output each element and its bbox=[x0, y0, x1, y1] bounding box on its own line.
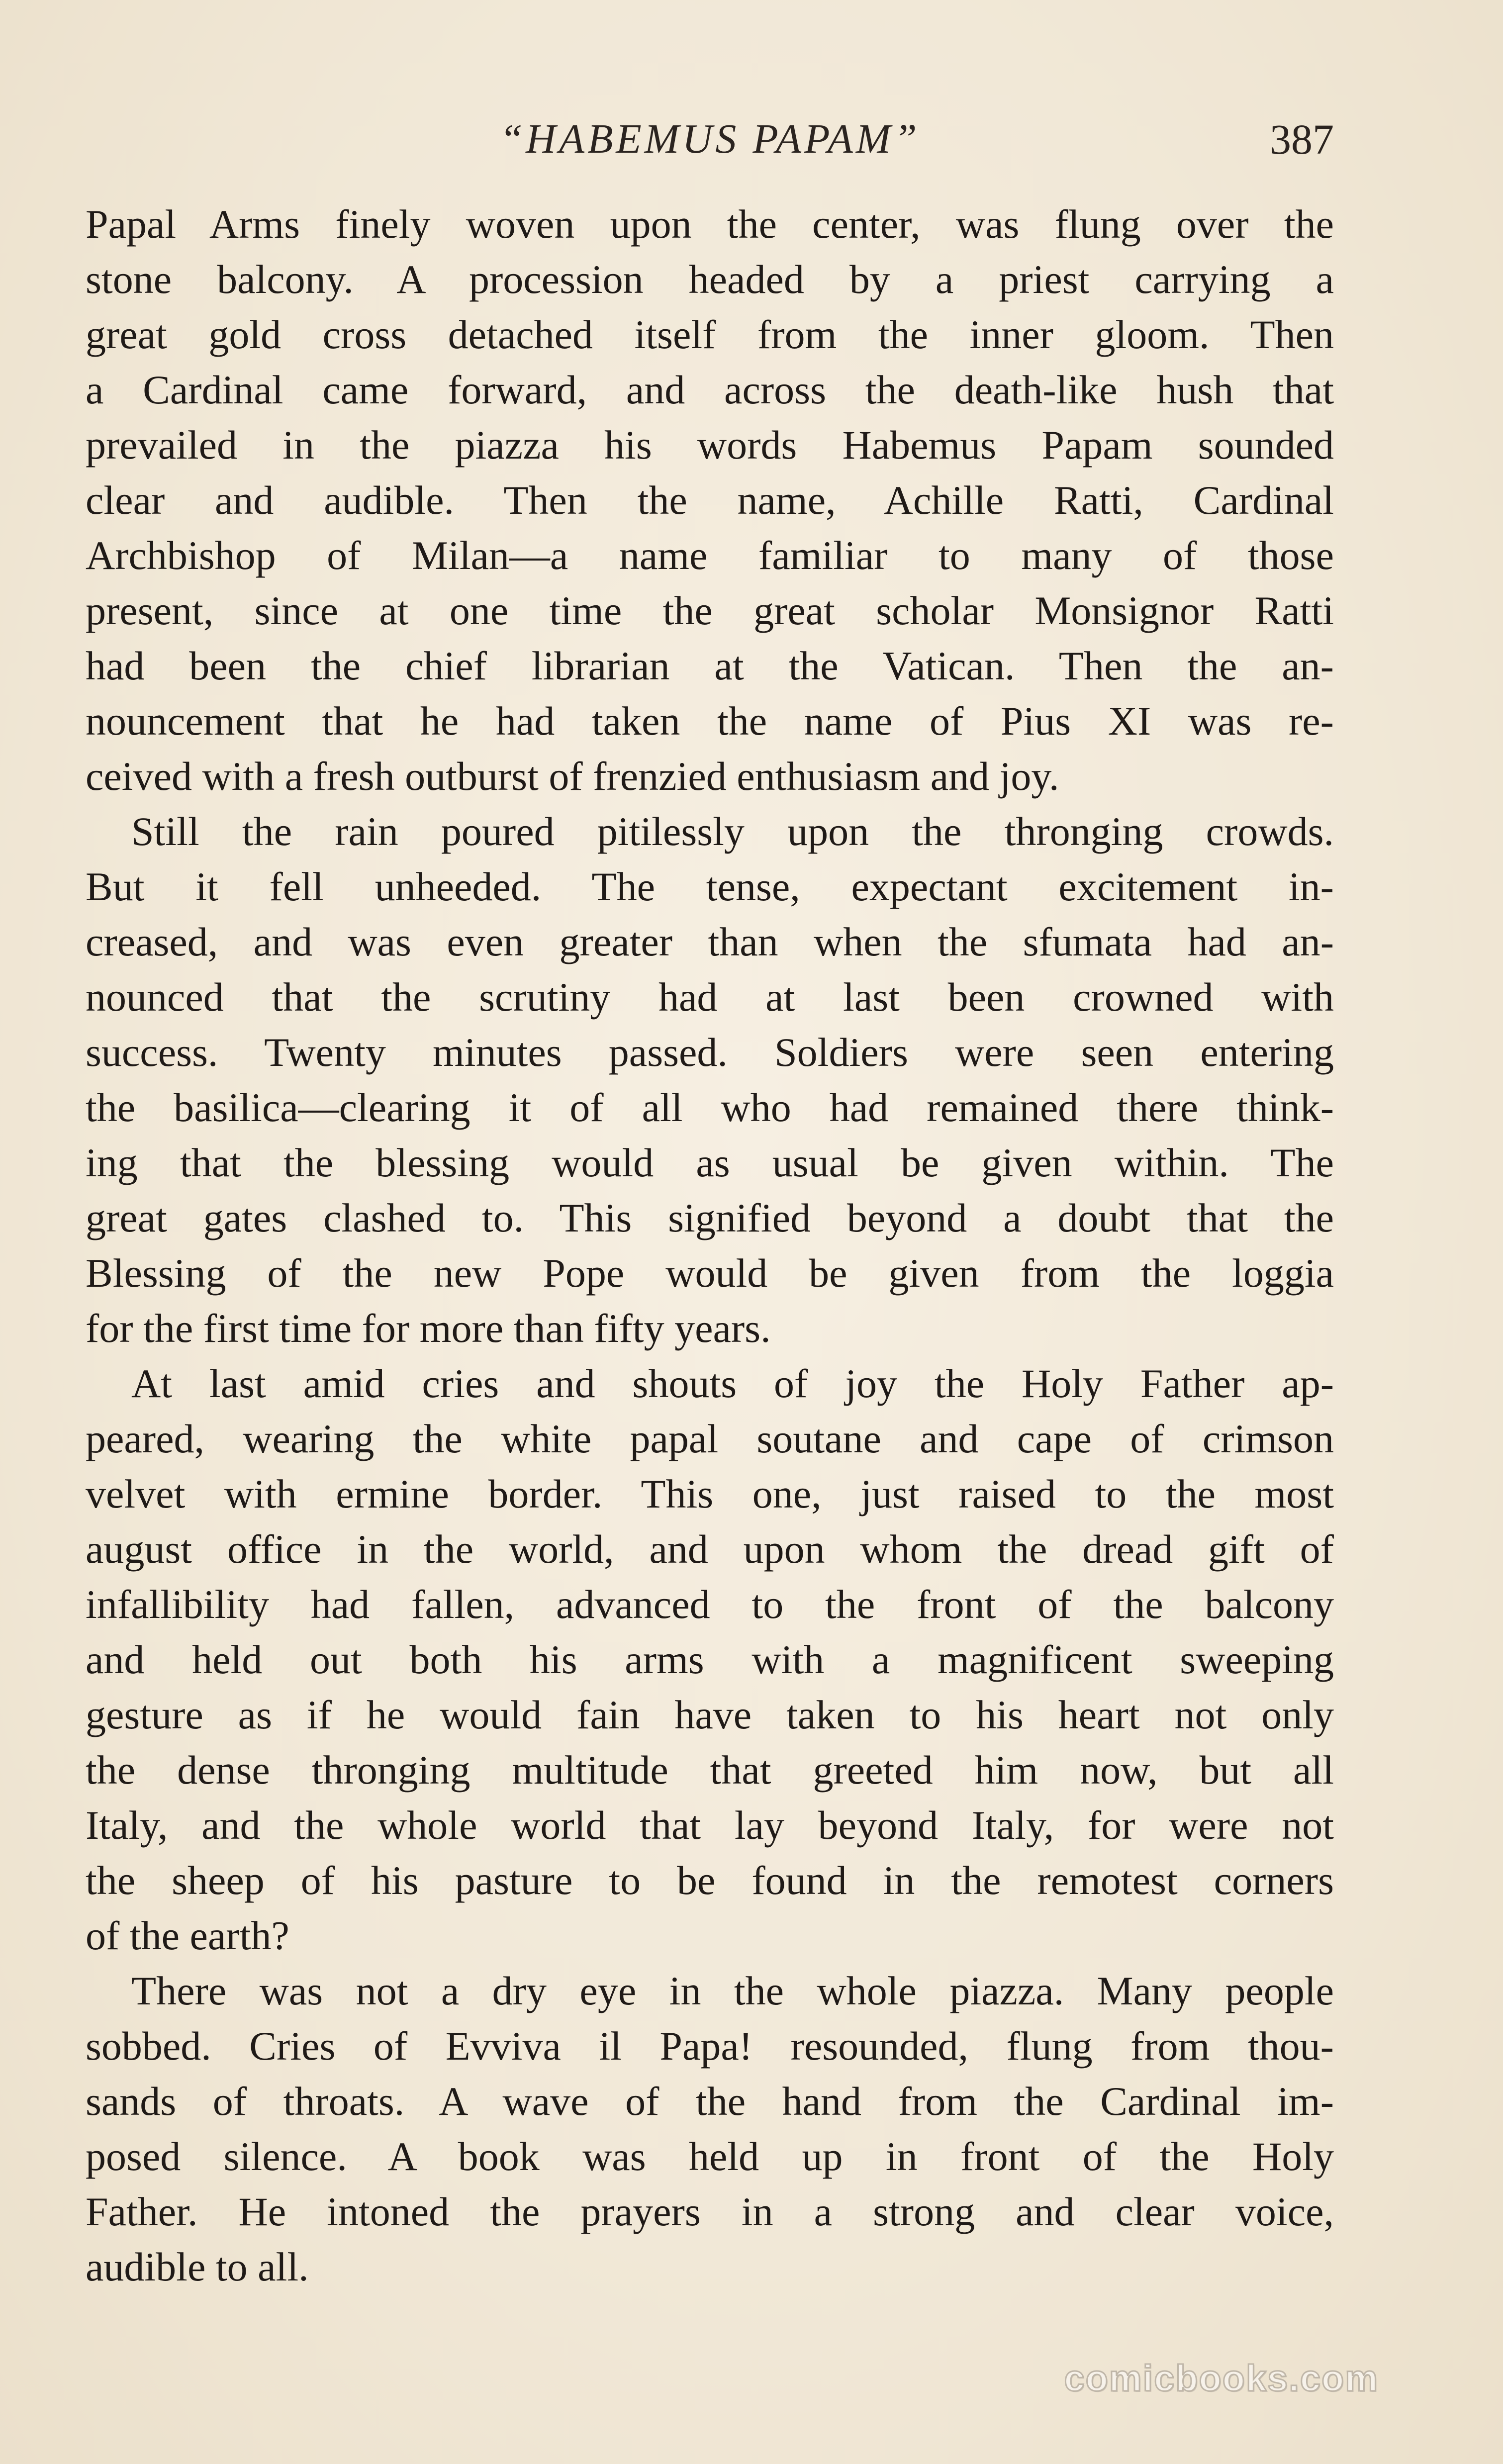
text-line: ing that the blessing would as usual be given within. The bbox=[86, 1140, 1334, 1185]
page-number: 387 bbox=[1270, 115, 1334, 163]
paragraph-3 bbox=[86, 1356, 1334, 1963]
text-line: present, since at one time the great scholar Monsignor Ratti bbox=[86, 588, 1334, 633]
text-line: ceived with a fresh outburst of frenzied enthusiasm and joy. bbox=[86, 754, 1059, 799]
text-line: Papal Arms finely woven upon the center, was flung over the bbox=[86, 201, 1334, 247]
paragraph-1 bbox=[86, 196, 1334, 804]
text-line: for the first time for more than fifty years. bbox=[86, 1306, 771, 1351]
text-line: stone balcony. A procession headed by a priest carrying a bbox=[86, 257, 1334, 302]
text-line: a Cardinal came forward, and across the death-like hush that bbox=[86, 367, 1334, 412]
text-line: audible to all. bbox=[86, 2244, 309, 2289]
text-line: infallibility had fallen, advanced to the front of the balcony bbox=[86, 1582, 1334, 1627]
text-line: Blessing of the new Pope would be given from the loggia bbox=[86, 1250, 1334, 1296]
text-line: the sheep of his pasture to be found in the remotest corners bbox=[86, 1858, 1334, 1903]
text-line: had been the chief librarian at the Vatican. Then the an- bbox=[86, 643, 1334, 688]
text-line: the basilica—clearing it of all who had remained there think- bbox=[86, 1085, 1334, 1130]
text-line: creased, and was even greater than when the sfumata had an- bbox=[86, 919, 1334, 964]
text-line: and held out both his arms with a magnificent sweeping bbox=[86, 1637, 1334, 1682]
text-line: clear and audible. Then the name, Achille Ratti, Cardinal bbox=[86, 477, 1334, 523]
text-line: nouncement that he had taken the name of Pius XI was re- bbox=[86, 698, 1334, 744]
text-line: sands of throats. A wave of the hand from the Cardinal im- bbox=[86, 2079, 1334, 2124]
running-head: “HABEMUS PAPAM” bbox=[499, 116, 920, 162]
text-line: There was not a dry eye in the whole piazza. Many people bbox=[131, 1968, 1334, 2013]
paragraph-4 bbox=[86, 1963, 1334, 2294]
text-line: But it fell unheeded. The tense, expectant excitement in- bbox=[86, 864, 1334, 909]
text-line: prevailed in the piazza his words Habemus Papam sounded bbox=[86, 422, 1334, 468]
text-line: success. Twenty minutes passed. Soldiers were seen entering bbox=[86, 1030, 1334, 1075]
text-line: great gold cross detached itself from the inner gloom. Then bbox=[86, 312, 1334, 357]
text-line: Archbishop of Milan—a name familiar to many of those bbox=[86, 533, 1334, 578]
text-line: the dense thronging multitude that greeted him now, but all bbox=[86, 1747, 1334, 1793]
paragraph-2 bbox=[86, 804, 1334, 1356]
text-line: gesture as if he would fain have taken to his heart not only bbox=[86, 1692, 1334, 1737]
text-line: sobbed. Cries of Evviva il Papa! resounded, flung from thou- bbox=[86, 2023, 1334, 2069]
text-line: august office in the world, and upon whom the dread gift of bbox=[86, 1526, 1334, 1572]
page-header bbox=[86, 107, 1334, 172]
text-line: peared, wearing the white papal soutane and cape of crimson bbox=[86, 1416, 1334, 1461]
text-line: of the earth? bbox=[86, 1913, 289, 1958]
text-line: Father. He intoned the prayers in a strong and clear voice, bbox=[86, 2189, 1334, 2234]
text-line: At last amid cries and shouts of joy the Holy Father ap- bbox=[131, 1361, 1334, 1406]
text-line: great gates clashed to. This signified beyond a doubt that the bbox=[86, 1195, 1334, 1240]
text-line: posed silence. A book was held up in front of the Holy bbox=[86, 2134, 1334, 2179]
text-line: velvet with ermine border. This one, just raised to the most bbox=[86, 1471, 1334, 1516]
text-line: nounced that the scrutiny had at last been crowned with bbox=[86, 974, 1334, 1020]
text-line: Italy, and the whole world that lay beyond Italy, for were not bbox=[86, 1802, 1334, 1848]
text-line: Still the rain poured pitilessly upon the thronging crowds. bbox=[131, 809, 1334, 854]
watermark: comicbooks.com bbox=[1064, 2358, 1379, 2399]
body-text bbox=[86, 196, 1334, 2294]
